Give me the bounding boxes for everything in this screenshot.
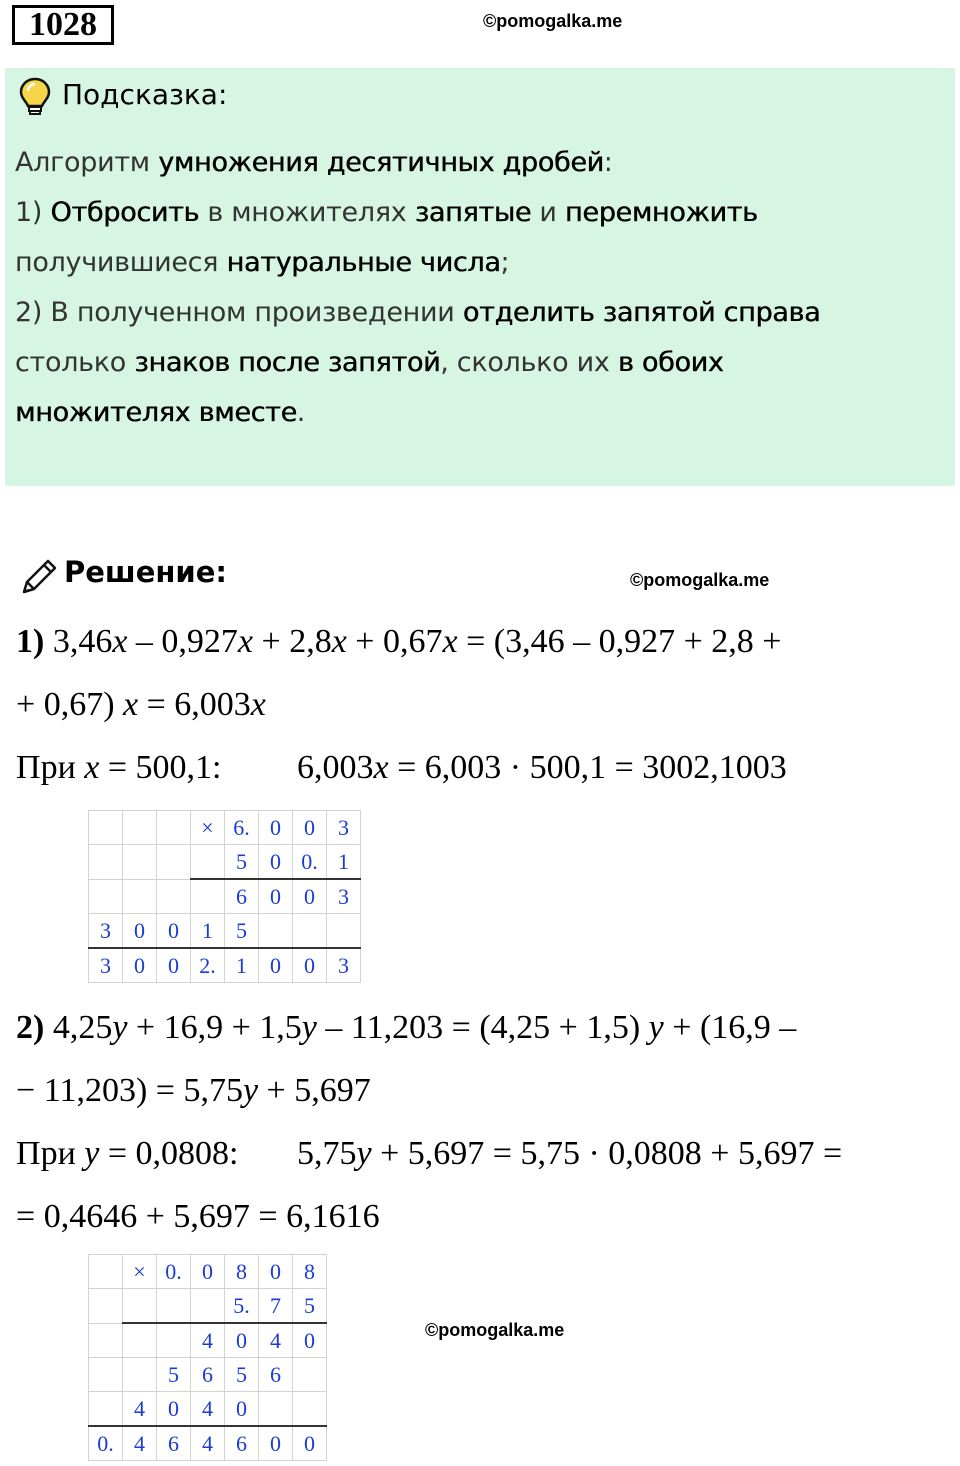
hint-segment: в множителях [199,197,415,228]
grid-cell [327,914,361,949]
grid-cell [123,811,157,845]
grid-cell: 0 [259,1255,293,1289]
grid-cell [259,914,293,949]
part2-calculation: 5,75y + 5,697 = 5,75 · 0,0808 + 5,697 = [297,1135,843,1172]
grid-cell: 0 [293,948,327,983]
part2-label: 2) [16,1009,45,1046]
grid-cell [89,1255,123,1289]
grid-cell: 6 [225,879,259,914]
grid-cell [157,1289,191,1324]
grid-cell: 6 [157,1426,191,1461]
grid-cell: 2. [191,948,225,983]
hint-segment: столько [15,347,135,378]
hint-title: Подсказка: [62,78,228,111]
part1-substitution [16,748,222,788]
grid-cell: 0 [157,914,191,949]
grid-cell: 3 [327,879,361,914]
grid-cell: 0 [123,914,157,949]
part2-line2 [16,1071,371,1111]
grid-cell: 0 [293,1426,327,1461]
grid-cell [89,1289,123,1324]
grid-cell [89,811,123,845]
hint-segment: , сколько их [440,347,618,378]
grid-cell: 8 [293,1255,327,1289]
part1-line1 [16,622,781,662]
grid-cell: 0. [293,845,327,880]
part1-line2 [16,685,266,725]
pencil-icon [18,556,60,603]
watermark: ©pomogalka.me [630,570,770,590]
grid-cell: 1 [327,845,361,880]
hint-text [15,138,945,438]
grid-cell: 0 [259,1426,293,1461]
task-number: 1028 [12,5,114,45]
grid-cell: 6 [191,1358,225,1392]
grid-cell: 0 [123,948,157,983]
hint-emphasis: запятые [414,197,532,228]
grid-cell: 0 [259,948,293,983]
grid-cell [123,879,157,914]
grid-cell [89,879,123,914]
grid-cell [157,845,191,880]
part1-calculation: 6,003x = 6,003 · 500,1 = 3002,1003 [297,749,787,786]
grid-cell [293,1358,327,1392]
hint-segment: 1) [15,197,51,228]
grid-cell: 6 [225,1426,259,1461]
hint-emphasis: множителях вместе [15,397,297,428]
hint-emphasis: в обоих [617,347,724,378]
hint-segment: Алгоритм [15,147,159,178]
part2-result [297,1134,842,1174]
hint-emphasis: отделить запятой справа [462,297,821,328]
multiply-sign: × [191,811,225,845]
grid-cell: 1 [225,948,259,983]
grid-cell [157,811,191,845]
multiplication-grid-2 [88,1254,327,1461]
grid-cell: 3 [327,811,361,845]
grid-cell: 5 [225,1358,259,1392]
hint-emphasis: знаков после запятой [134,347,441,378]
part2-final: = 0,4646 + 5,697 = 6,1616 [16,1198,380,1235]
grid-cell: 6 [259,1358,293,1392]
grid-cell [123,1358,157,1392]
part1-given: При x = 500,1: [16,749,222,786]
hint-segment: и [531,197,565,228]
grid-cell: 0 [293,811,327,845]
grid-cell [123,845,157,880]
part2-line4 [16,1197,380,1237]
grid-cell [191,879,225,914]
grid-cell: 0 [293,1323,327,1358]
grid-cell: 6. [225,811,259,845]
hint-segment: . [296,397,306,428]
grid-cell: 3 [89,914,123,949]
grid-cell: 3 [327,948,361,983]
part1-result [297,748,787,788]
grid-cell: 3 [89,948,123,983]
grid-cell: 0 [259,845,293,880]
grid-cell: 0 [259,811,293,845]
grid-cell: 4 [123,1426,157,1461]
grid-cell [191,845,225,880]
grid-cell: 1 [191,914,225,949]
solution-title: Решение: [64,555,228,589]
hint-segment: получившиеся [15,247,227,278]
grid-cell: 4 [123,1392,157,1427]
grid-cell: 5 [225,845,259,880]
grid-cell: 0. [89,1426,123,1461]
grid-cell: 0 [259,879,293,914]
grid-cell: 5. [225,1289,259,1324]
part2-given: При y = 0,0808: [16,1135,239,1172]
grid-cell: 4 [191,1392,225,1427]
grid-cell [157,879,191,914]
grid-cell: 0 [225,1392,259,1427]
grid-cell: 0 [157,1392,191,1427]
grid-cell: 0 [191,1255,225,1289]
grid-cell: 7 [259,1289,293,1324]
multiply-sign: × [123,1255,157,1289]
grid-cell: 4 [191,1323,225,1358]
grid-cell [293,914,327,949]
hint-emphasis: Отбросить [50,197,200,228]
grid-cell: 5 [225,914,259,949]
hint-segment: 2) В полученном произведении [15,297,463,328]
grid-cell [191,1289,225,1324]
grid-cell [89,1358,123,1392]
grid-cell: 0 [293,879,327,914]
watermark: ©pomogalka.me [425,1320,565,1340]
grid-cell: 4 [259,1323,293,1358]
grid-cell: 0 [225,1323,259,1358]
part2-expression-cont: − 11,203) = 5,75y + 5,697 [16,1072,371,1109]
part2-expression: 4,25y + 16,9 + 1,5y – 11,203 = (4,25 + 1,5) y + (16,9 – [52,1009,797,1046]
grid-cell [157,1323,191,1358]
part1-expression: 3,46x – 0,927x + 2,8x + 0,67x = (3,46 – 0,927 + 2,8 + [52,623,782,660]
grid-cell: 0. [157,1255,191,1289]
hint-segment: : [603,147,613,178]
part2-substitution [16,1134,239,1174]
grid-cell [89,1392,123,1427]
hint-emphasis: умножения десятичных дробей [158,147,604,178]
grid-cell: 5 [157,1358,191,1392]
lightbulb-icon [18,76,52,121]
grid-cell: 0 [157,948,191,983]
grid-cell: 5 [293,1289,327,1324]
hint-emphasis: перемножить [564,197,758,228]
hint-segment: ; [500,247,510,278]
grid-cell [293,1392,327,1427]
part1-label: 1) [16,623,45,660]
multiplication-grid-1 [88,810,361,983]
grid-cell: 4 [191,1426,225,1461]
grid-cell [89,845,123,880]
hint-emphasis: натуральные числа [226,247,501,278]
grid-cell [89,1323,123,1358]
watermark: ©pomogalka.me [483,11,623,31]
grid-cell [123,1289,157,1324]
grid-cell [259,1392,293,1427]
grid-cell: 8 [225,1255,259,1289]
grid-cell [123,1323,157,1358]
part1-expression-cont: + 0,67) x = 6,003x [16,686,266,723]
part2-line1 [16,1008,796,1048]
